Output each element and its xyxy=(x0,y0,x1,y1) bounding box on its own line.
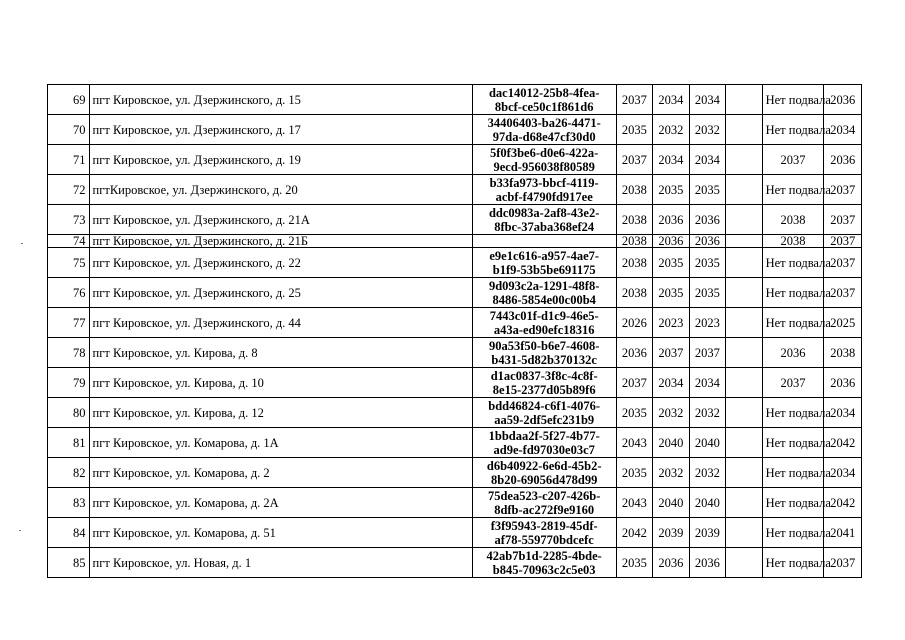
basement-cell: Нет подвала xyxy=(762,308,824,338)
year-cell: 2037 xyxy=(689,338,725,368)
year-cell: 2037 xyxy=(824,175,862,205)
year-cell xyxy=(726,458,762,488)
table-row xyxy=(48,548,862,578)
object-id-line: b33fa973-bbcf-4119- xyxy=(489,175,599,190)
year-cell xyxy=(726,278,762,308)
object-id-line: 8bcf-ce50c1f861d6 xyxy=(494,99,594,114)
basement-cell: Нет подвала xyxy=(762,398,824,428)
basement-cell: Нет подвала xyxy=(762,458,824,488)
year-cell: 2023 xyxy=(689,308,725,338)
object-id-line: 42ab7b1d-2285-4bde- xyxy=(486,548,602,563)
year-cell: 2034 xyxy=(689,145,725,175)
year-cell: 2034 xyxy=(689,368,725,398)
row-number-cell: 70 xyxy=(48,115,90,145)
year-cell: 2034 xyxy=(689,85,725,115)
address-cell: пгт Кировское, ул. Комарова, д. 51 xyxy=(89,518,472,548)
address-cell: пгт Кировское, ул. Комарова, д. 1А xyxy=(89,428,472,458)
year-cell: 2037 xyxy=(824,235,862,248)
object-id-line: 9d093c2a-1291-48f8- xyxy=(488,278,600,293)
address-cell: пгт Кировское, ул. Дзержинского, д. 15 xyxy=(89,85,472,115)
address-cell: пгтКировское, ул. Дзержинского, д. 20 xyxy=(89,175,472,205)
object-id-line: ad9e-fd97030e03c7 xyxy=(493,442,595,457)
object-id-cell xyxy=(472,85,616,115)
year-cell: 2023 xyxy=(653,308,689,338)
address-cell: пгт Кировское, ул. Дзержинского, д. 21А xyxy=(89,205,472,235)
object-id-line: 5f0f3be6-d0e6-422a- xyxy=(490,145,599,160)
year-cell: 2034 xyxy=(824,458,862,488)
table-row xyxy=(48,278,862,308)
object-id-line: bdd46824-c6f1-4076- xyxy=(488,398,601,413)
object-id-line: 34406403-ba26-4471- xyxy=(487,115,601,130)
row-number-cell: 83 xyxy=(48,488,90,518)
year-cell: 2037 xyxy=(824,548,862,578)
row-number-cell: 80 xyxy=(48,398,90,428)
object-id-cell xyxy=(472,175,616,205)
year-cell xyxy=(726,115,762,145)
year-cell: 2036 xyxy=(824,85,862,115)
object-id-line: acbf-f4790fd917ee xyxy=(495,189,593,204)
year-cell: 2037 xyxy=(616,145,652,175)
basement-cell: Нет подвала xyxy=(762,548,824,578)
year-cell: 2035 xyxy=(689,248,725,278)
object-id-cell xyxy=(472,338,616,368)
year-cell: 2040 xyxy=(653,488,689,518)
table-row xyxy=(48,518,862,548)
year-cell xyxy=(726,85,762,115)
year-cell xyxy=(726,518,762,548)
year-cell xyxy=(726,548,762,578)
object-id-cell xyxy=(472,115,616,145)
object-id-cell xyxy=(472,308,616,338)
object-id-line: af78-559770bdcefc xyxy=(494,532,594,547)
table-row xyxy=(48,175,862,205)
object-id-line: f3f95943-2819-45df- xyxy=(490,518,598,533)
year-cell: 2035 xyxy=(653,248,689,278)
year-cell: 2036 xyxy=(653,205,689,235)
row-number-cell: 76 xyxy=(48,278,90,308)
year-cell: 2038 xyxy=(616,278,652,308)
year-cell: 2042 xyxy=(616,518,652,548)
year-cell: 2036 xyxy=(824,145,862,175)
object-id-line: 8b20-69056d478d99 xyxy=(491,472,598,487)
object-id-line: 8e15-2377d05b89f6 xyxy=(492,382,596,397)
year-cell: 2034 xyxy=(653,145,689,175)
object-id-cell xyxy=(472,235,616,248)
year-cell: 2036 xyxy=(689,235,725,248)
object-id-line: 8dfb-ac272f9e9160 xyxy=(494,502,595,517)
object-id-cell xyxy=(472,145,616,175)
row-number-cell: 74 xyxy=(48,235,90,248)
year-cell: 2037 xyxy=(824,248,862,278)
year-cell: 2035 xyxy=(653,278,689,308)
year-cell: 2039 xyxy=(653,518,689,548)
address-cell: пгт Кировское, ул. Комарова, д. 2А xyxy=(89,488,472,518)
address-cell: пгт Кировское, ул. Дзержинского, д. 22 xyxy=(89,248,472,278)
year-cell xyxy=(726,338,762,368)
table-row xyxy=(48,115,862,145)
row-number-cell: 82 xyxy=(48,458,90,488)
object-id-line: ddc0983a-2af8-43e2- xyxy=(488,205,600,220)
object-id-cell xyxy=(472,548,616,578)
year-cell: 2039 xyxy=(689,518,725,548)
row-number-cell: 85 xyxy=(48,548,90,578)
table-row xyxy=(48,248,862,278)
year-cell: 2034 xyxy=(653,368,689,398)
object-id-line: a43a-ed90efc18316 xyxy=(493,322,595,337)
year-cell xyxy=(726,145,762,175)
table-row xyxy=(48,458,862,488)
row-number-cell: 75 xyxy=(48,248,90,278)
address-cell: пгт Кировское, ул. Дзержинского, д. 17 xyxy=(89,115,472,145)
table-row xyxy=(48,145,862,175)
year-cell xyxy=(726,488,762,518)
year-cell: 2042 xyxy=(824,428,862,458)
year-cell xyxy=(726,398,762,428)
year-cell: 2043 xyxy=(616,488,652,518)
row-number-cell: 72 xyxy=(48,175,90,205)
object-id-cell xyxy=(472,398,616,428)
year-cell: 2034 xyxy=(653,85,689,115)
table-row xyxy=(48,428,862,458)
object-id-line: 9ecd-956038f80589 xyxy=(493,159,595,174)
year-cell: 2043 xyxy=(616,428,652,458)
address-cell: пгт Кировское, ул. Дзержинского, д. 44 xyxy=(89,308,472,338)
year-cell: 2036 xyxy=(689,548,725,578)
object-id-line: 7443c01f-d1c9-46e5- xyxy=(489,308,599,323)
year-cell xyxy=(726,308,762,338)
object-id-cell xyxy=(472,518,616,548)
row-number-cell: 79 xyxy=(48,368,90,398)
object-id-cell xyxy=(472,205,616,235)
object-id-line: 75dea523-c207-426b- xyxy=(487,488,601,503)
table-row xyxy=(48,368,862,398)
year-cell: 2036 xyxy=(689,205,725,235)
object-id-cell xyxy=(472,368,616,398)
row-number-cell: 73 xyxy=(48,205,90,235)
year-cell: 2038 xyxy=(824,338,862,368)
year-cell: 2037 xyxy=(824,278,862,308)
year-cell: 2040 xyxy=(689,428,725,458)
year-cell: 2035 xyxy=(653,175,689,205)
object-id-line: 8486-5854e00c00b4 xyxy=(492,292,596,307)
year-cell: 2036 xyxy=(824,368,862,398)
year-cell: 2032 xyxy=(689,458,725,488)
scan-speck xyxy=(19,530,21,531)
basement-cell: 2037 xyxy=(762,368,824,398)
year-cell: 2034 xyxy=(824,115,862,145)
address-cell: пгт Кировское, ул. Комарова, д. 2 xyxy=(89,458,472,488)
object-id-cell xyxy=(472,248,616,278)
object-id-cell xyxy=(472,458,616,488)
table-row xyxy=(48,308,862,338)
year-cell: 2034 xyxy=(824,398,862,428)
year-cell xyxy=(726,175,762,205)
year-cell: 2038 xyxy=(616,235,652,248)
scan-speck xyxy=(21,243,23,244)
address-cell: пгт Кировское, ул. Дзержинского, д. 19 xyxy=(89,145,472,175)
year-cell: 2035 xyxy=(616,398,652,428)
table-row xyxy=(48,205,862,235)
year-cell: 2032 xyxy=(689,398,725,428)
object-id-line: e9e1c616-a957-4ae7- xyxy=(489,248,600,263)
year-cell: 2040 xyxy=(689,488,725,518)
basement-cell: 2038 xyxy=(762,235,824,248)
year-cell: 2038 xyxy=(616,175,652,205)
year-cell xyxy=(726,368,762,398)
table-row xyxy=(48,398,862,428)
object-id-line: b845-70963c2c5e03 xyxy=(492,562,596,577)
row-number-cell: 81 xyxy=(48,428,90,458)
row-number-cell: 69 xyxy=(48,85,90,115)
object-id-line: dac14012-25b8-4fea- xyxy=(488,85,600,100)
table-row xyxy=(48,85,862,115)
register-table xyxy=(47,84,862,578)
year-cell: 2035 xyxy=(616,458,652,488)
year-cell: 2032 xyxy=(689,115,725,145)
table-body xyxy=(48,85,862,578)
year-cell: 2037 xyxy=(616,85,652,115)
year-cell: 2036 xyxy=(653,235,689,248)
year-cell: 2037 xyxy=(616,368,652,398)
address-cell: пгт Кировское, ул. Дзержинского, д. 25 xyxy=(89,278,472,308)
year-cell: 2032 xyxy=(653,115,689,145)
year-cell xyxy=(726,248,762,278)
address-cell: пгт Кировское, ул. Новая, д. 1 xyxy=(89,548,472,578)
object-id-line: d6b40922-6e6d-45b2- xyxy=(486,458,602,473)
address-cell: пгт Кировское, ул. Кирова, д. 8 xyxy=(89,338,472,368)
address-cell: пгт Кировское, ул. Кирова, д. 10 xyxy=(89,368,472,398)
year-cell: 2038 xyxy=(616,248,652,278)
year-cell xyxy=(726,205,762,235)
basement-cell: 2038 xyxy=(762,205,824,235)
table-row xyxy=(48,338,862,368)
year-cell: 2026 xyxy=(616,308,652,338)
year-cell: 2037 xyxy=(824,205,862,235)
year-cell: 2040 xyxy=(653,428,689,458)
year-cell: 2037 xyxy=(653,338,689,368)
basement-cell: Нет подвала xyxy=(762,248,824,278)
row-number-cell: 78 xyxy=(48,338,90,368)
row-number-cell: 84 xyxy=(48,518,90,548)
object-id-line: b431-5d82b370132c xyxy=(491,352,597,367)
object-id-line: 1bbdaa2f-5f27-4b77- xyxy=(488,428,600,443)
year-cell: 2035 xyxy=(689,278,725,308)
object-id-line: b1f9-53b5be691175 xyxy=(492,262,596,277)
basement-cell: Нет подвала xyxy=(762,278,824,308)
object-id-line: 8fbc-37aba368ef24 xyxy=(494,219,595,234)
basement-cell: Нет подвала xyxy=(762,85,824,115)
year-cell: 2035 xyxy=(689,175,725,205)
object-id-line: 97da-d68e47cf30d0 xyxy=(492,129,596,144)
year-cell xyxy=(726,428,762,458)
year-cell: 2035 xyxy=(616,115,652,145)
year-cell: 2036 xyxy=(653,548,689,578)
basement-cell: 2037 xyxy=(762,145,824,175)
year-cell: 2038 xyxy=(616,205,652,235)
object-id-cell xyxy=(472,488,616,518)
year-cell: 2025 xyxy=(824,308,862,338)
year-cell: 2036 xyxy=(616,338,652,368)
year-cell: 2032 xyxy=(653,458,689,488)
object-id-line: d1ac0837-3f8c-4c8f- xyxy=(490,368,598,383)
row-number-cell: 77 xyxy=(48,308,90,338)
basement-cell: Нет подвала xyxy=(762,175,824,205)
basement-cell: Нет подвала xyxy=(762,488,824,518)
address-cell: пгт Кировское, ул. Кирова, д. 12 xyxy=(89,398,472,428)
table-row xyxy=(48,488,862,518)
object-id-cell xyxy=(472,278,616,308)
basement-cell: 2036 xyxy=(762,338,824,368)
basement-cell: Нет подвала xyxy=(762,115,824,145)
basement-cell: Нет подвала xyxy=(762,518,824,548)
year-cell: 2032 xyxy=(653,398,689,428)
table-row xyxy=(48,235,862,248)
year-cell xyxy=(726,235,762,248)
basement-cell: Нет подвала xyxy=(762,428,824,458)
year-cell: 2035 xyxy=(616,548,652,578)
year-cell: 2041 xyxy=(824,518,862,548)
row-number-cell: 71 xyxy=(48,145,90,175)
year-cell: 2042 xyxy=(824,488,862,518)
address-cell: пгт Кировское, ул. Дзержинского, д. 21Б xyxy=(89,235,472,248)
object-id-line: aa59-2df5efc231b9 xyxy=(494,412,595,427)
object-id-cell xyxy=(472,428,616,458)
object-id-line: 90a53f50-b6e7-4608- xyxy=(488,338,600,353)
